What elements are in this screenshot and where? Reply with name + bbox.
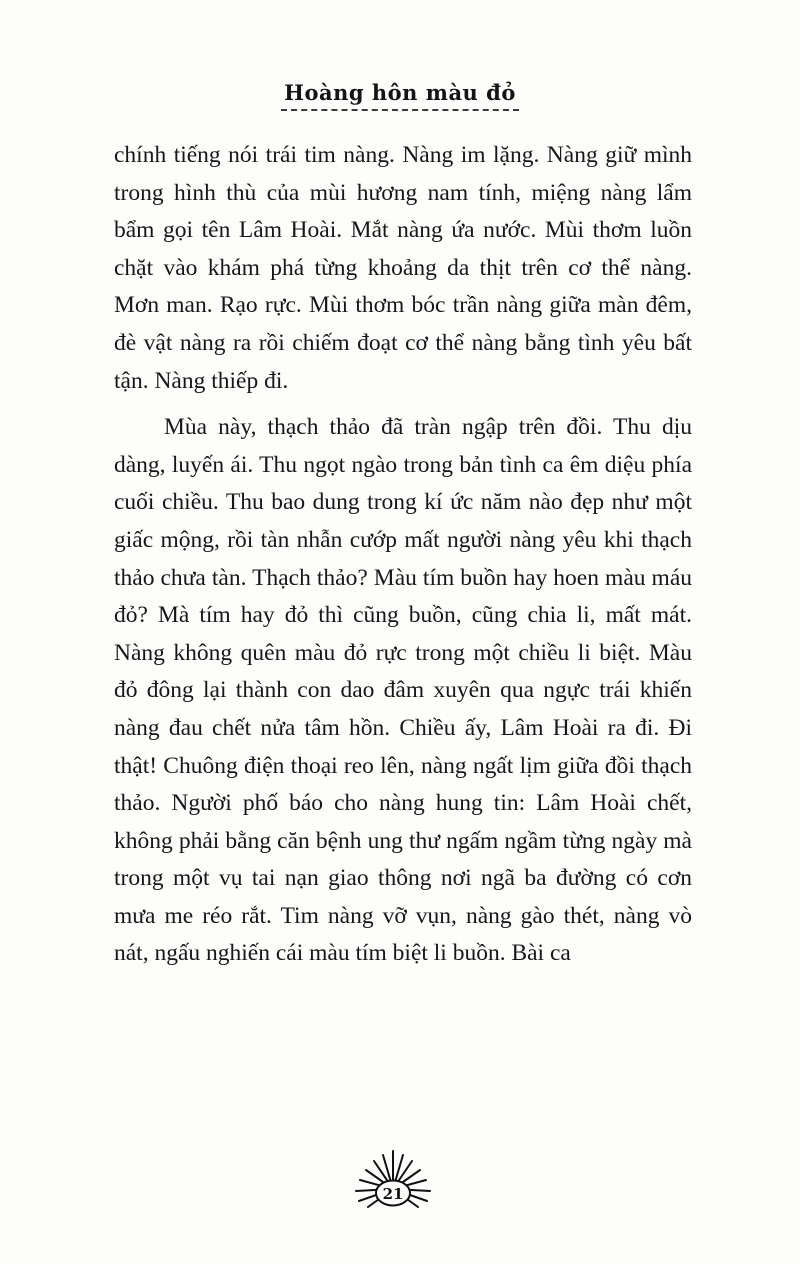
page-header-title: Hoàng hôn màu đỏ [284, 80, 516, 105]
paragraph: chính tiếng nói trái tim nàng. Nàng im lặng. Nàng giữ mình trong hình thù của mùi hương nam tính, miệng nàng lẩm bẩm gọi tên Lâm Hoài. Mắt nàng ứa nước. Mùi thơm luồn chặt vào khám phá từng khoảng da thịt trên cơ thể nàng. Mơn man. Rạo rực. Mùi thơm bóc trần nàng giữa màn đêm, đè vật nàng ra rồi chiếm đoạt cơ thể nàng bằng tình yêu bất tận. Nàng thiếp đi. [114, 142, 692, 394]
page-body-text [0, 111, 800, 973]
paragraph: Mùa này, thạch thảo đã tràn ngập trên đồi. Thu dịu dàng, luyến ái. Thu ngọt ngào trong bản tình ca êm diệu phía cuối chiều. Thu bao dung trong kí ức năm nào đẹp như một giấc mộng, rồi tàn nhẫn cướp mất người nàng yêu khi thạch thảo chưa tàn. Thạch thảo? Màu tím buồn hay hoen màu máu đỏ? Mà tím hay đỏ thì cũng buồn, cũng chia li, mất mát. Nàng không quên màu đỏ rực trong một chiều li biệt. Màu đỏ đông lại thành con dao đâm xuyên qua ngực trái khiến nàng đau chết nửa tâm hồn. Chiều ấy, Lâm Hoài ra đi. Đi thật! Chuông điện thoại reo lên, nàng ngất lịm giữa đồi thạch thảo. Người phố báo cho nàng hung tin: Lâm Hoài chết, không phải bằng căn bệnh ung thư ngấm ngầm từng ngày mà trong một vụ tai nạn giao thông nơi ngã ba đường có cơn mưa me réo rắt. Tim nàng vỡ vụn, nàng gào thét, nàng vò nát, ngấu nghiến cái màu tím biệt li buồn. Bài ca [114, 414, 692, 967]
sunburst-icon [341, 1145, 445, 1211]
page-footer [0, 1145, 786, 1216]
page-number: 21 [382, 1185, 404, 1203]
running-header [0, 0, 800, 111]
